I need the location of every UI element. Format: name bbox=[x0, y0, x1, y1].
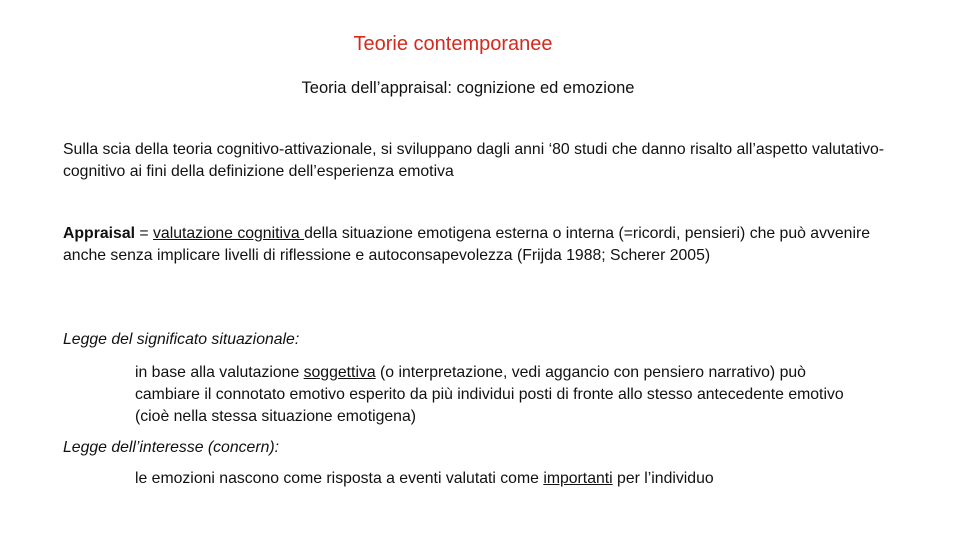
slide-subtitle: Teoria dell’appraisal: cognizione ed emozione bbox=[301, 79, 635, 97]
law2-before: le emozioni nascono come risposta a eventi valutati come bbox=[135, 470, 544, 487]
law2-underlined: importanti bbox=[543, 470, 613, 487]
intro-paragraph: Sulla scia della teoria cognitivo-attivazionale, si sviluppano dagli anni ‘80 studi che danno risalto all’aspetto valutativo-cognitivo ai fini della definizione dell’esperienza emotiva bbox=[63, 141, 885, 180]
law1-after: (o interpretazione, vedi aggancio con pensiero narrativo) può cambiare il connotato emotivo esperito da più individui posti di fronte allo stesso antecedente emotivo (cioè nella stessa situazione emotigena) bbox=[135, 364, 844, 425]
appraisal-underlined: valutazione cognitiva bbox=[153, 225, 305, 242]
law1-body bbox=[135, 362, 875, 428]
appraisal-rest: della situazione emotigena esterna o interna (=ricordi, pensieri) che può avvenire anche senza implicare livelli di riflessione e autoconsapevolezza (Frijda 1988; Scherer 2005) bbox=[63, 225, 871, 264]
law1-underlined: soggettiva bbox=[303, 364, 376, 381]
appraisal-term: Appraisal bbox=[63, 225, 135, 242]
appraisal-definition bbox=[63, 223, 893, 267]
law2-title: Legge dell’interesse (concern): bbox=[63, 439, 280, 456]
slide-title: Teorie contemporanee bbox=[353, 33, 553, 55]
appraisal-equals: = bbox=[135, 225, 154, 242]
law1-title: Legge del significato situazionale: bbox=[63, 331, 300, 348]
law1-before: in base alla valutazione bbox=[135, 364, 304, 381]
law2-body bbox=[135, 468, 875, 490]
law2-after: per l’individuo bbox=[612, 470, 714, 487]
